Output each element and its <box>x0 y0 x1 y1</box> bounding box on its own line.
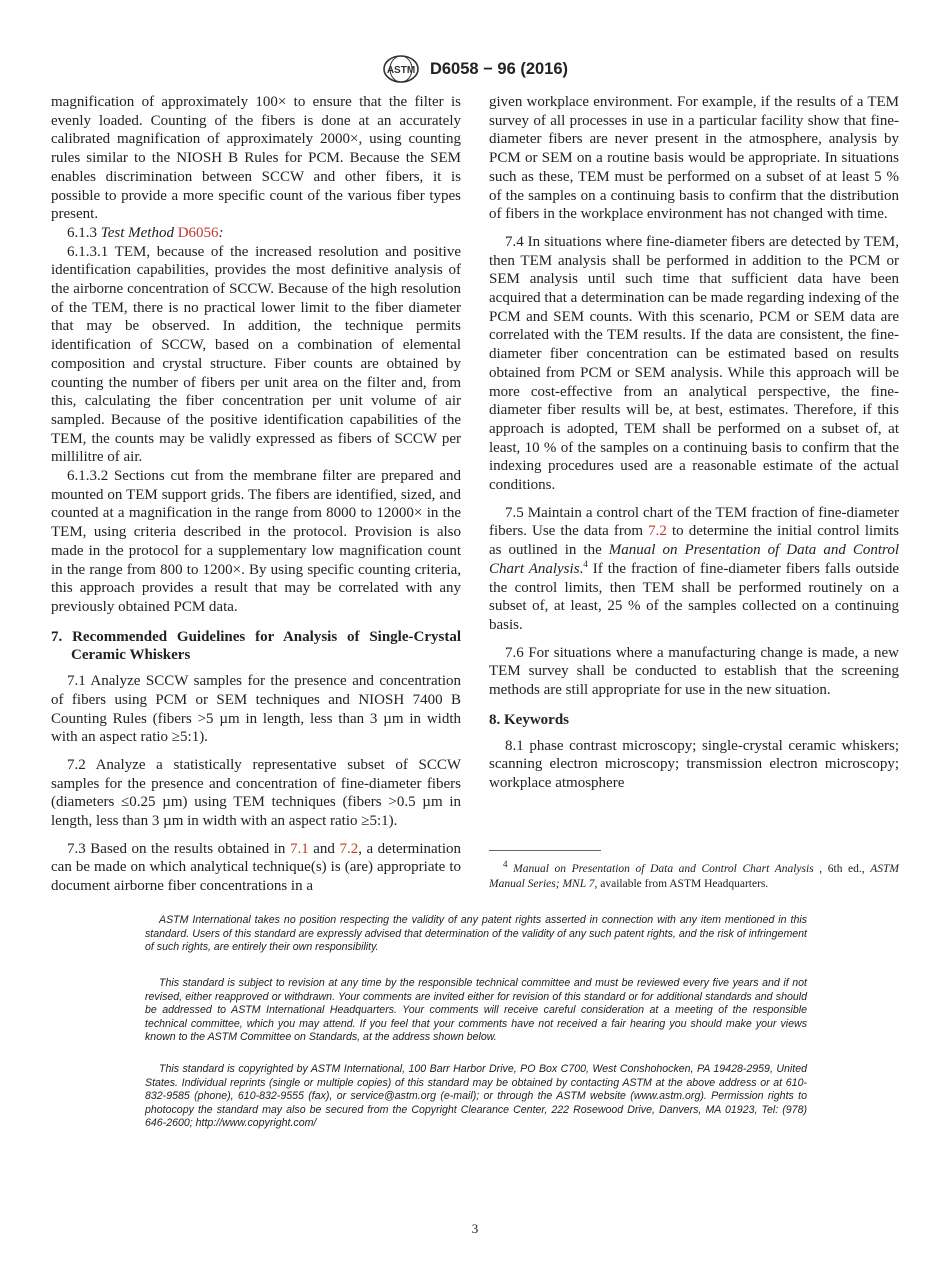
paragraph-6-1-3-2: 6.1.3.2 Sections cut from the membrane filter are prepared and mounted on TEM support grids. The fibers are identified, sized, and counted at a magnification in the range from 8000 to 12000× in the TEM, using criteria described in the protocol. Provision is also made in the protocol for a supplementary low magnification count in the range from 800 to 1200×. By using specific counting criteria, this approach provides a result that may be correlated with any previously obtained PCM data. <box>51 468 461 615</box>
paragraph-7-5: 7.5 Maintain a control chart of the TEM fraction of fine-diameter fibers. Use the data from 7.2 to determine the initial control limits as outlined in the Manual on Presentation of Data and Control Chart Analysis.$^4$ If the fraction of fine-diameter fibers falls outside the control limits, then TEM shall be performed routinely on a subset of, at least, 25 % of the samples collected on a continuing basis. <box>489 504 899 633</box>
footnote-rule <box>489 850 601 851</box>
paragraph-8-1: 8.1 phase contrast microscopy; single-crystal ceramic whiskers; scanning electron microscopy; transmission electron microscopy; workplace atmosphere <box>489 737 899 791</box>
section-8-heading: 8. Keywords <box>489 711 569 728</box>
revision-notice <box>145 977 807 1045</box>
svg-text:ASTM: ASTM <box>386 65 416 76</box>
paragraph-7-6: 7.6 For situations where a manufacturing change is made, a new TEM survey shall be conducted to establish that the screening methods are still appropriate for use in the new situation. <box>489 644 899 699</box>
copyright-notice <box>145 1063 807 1131</box>
link-7-2-b[interactable]: 7.2 <box>648 523 667 540</box>
document-code: D6058 − 96 (2016) <box>429 59 569 78</box>
footnote-ref-4: 4 <box>583 558 588 569</box>
link-d6056[interactable]: D6056 <box>177 224 219 241</box>
revision-notice-text: This standard is subject to revision at any time by the responsible technical committee and must be reviewed every five years and if not revised, either reapproved or withdrawn. Your comments are invited either for revision of this standard or for additional standards and should be addressed to ASTM International Headquarters. Your comments will receive careful consideration at a meeting of the responsible technical committee, which you may attend. If you feel that your comments have not received a fair hearing you should make your views known to the ASTM Committee on Standards, at the address shown below. <box>145 977 807 1044</box>
copyright-notice-text: This standard is copyrighted by ASTM International, 100 Barr Harbor Drive, PO Box C700, West Conshohocken, PA 19428-2959, United States. Individual reprints (single or multiple copies) of this standard may be obtained by contacting ASTM at the above address or at 610-832-9585 (phone), 610-832-9555 (fax), or service@astm.org (e-mail); or through the ASTM website (www.astm.org). Permission rights to photocopy the standard may also be secured from the Copyright Clearance Center, 222 Rosewood Drive, Danvers, MA 01923, Tel: (978) 646-2600; http://www.copyright.com/ <box>145 1063 807 1130</box>
left-column <box>51 93 461 896</box>
paragraph-6-1-3-1: 6.1.3.1 TEM, because of the increased resolution and positive identification capabilities, provides the most definitive analysis of the airborne concentration of SCCW. Because of the high resolution of the TEM, there is no practical lower limit to the fiber diameter that may be observed. In addition, the technique permits identification of SCCW, based on a combination of elemental composition and crystal structure. Fiber counts are obtained by counting the number of fibers per unit area on the filter and, from this, calculating the fiber concentration per unit volume of air sampled. Because of the positive identification capabilities of the TEM, the counts may be validly expressed as fibers of SCCW per millilitre of air. <box>51 243 461 466</box>
patent-notice <box>145 914 807 955</box>
paragraph-6-1-3: 6.1.3 Test Method D6056: <box>67 224 224 241</box>
page-header <box>0 54 950 84</box>
paragraph-7-1: 7.1 Analyze SCCW samples for the presence and concentration of fibers using PCM or SEM techniques and NIOSH 7400 B Counting Rules (fibers >5 µm in length, less than 3 µm in width with an aspect ratio ≥5:1). <box>51 673 461 746</box>
link-7-2[interactable]: 7.2 <box>339 840 359 857</box>
page-number: 3 <box>471 1221 479 1236</box>
footnote-4: $^4$ Manual on Presentation of Data and Control Chart Analysis , 6th ed., ASTM Manual Series; MNL 7, available from ASTM Headquarters. <box>489 859 899 890</box>
paragraph-7-2: 7.2 Analyze a statistically representative subset of SCCW samples for the presence and concentration of fine-diameter fibers (diameters ≤0.25 µm) using TEM techniques (fibers >0.5 µm in length, less than 3 µm in width with an aspect ratio ≥5:1). <box>51 756 461 830</box>
footnote <box>489 859 899 891</box>
section-7-heading: 7. Recommended Guidelines for Analysis of Single-Crystal Ceramic Whiskers <box>51 628 461 664</box>
paragraph-7-3-continued: given workplace environment. For example, if the results of a TEM survey of all processes in use in a particular facility show that fine-diameter fibers are never present in the atmosphere, analysis by PCM or SEM on a routine basis would be appropriate. In situations such as these, TEM must be performed on a subset of at least 5 % of the samples on a continuing basis to confirm that the distribution of fibers in the workplace environment has not changed with time. <box>489 94 899 223</box>
link-7-1[interactable]: 7.1 <box>289 840 309 857</box>
paragraph-7-4: 7.4 In situations where fine-diameter fibers are detected by TEM, then TEM analysis shall be performed in addition to the PCM or SEM analysis until such time that sufficient data have been acquired that a determination can be made regarding indexing of the PCM and SEM counts. With this scenario, PCM or SEM data are correlated with the TEM results. If the data are consistent, the fine-diameter fiber concentration can be estimated based on results obtained from PCM or SEM analysis. While this approach will be more cost-effective from an analytical perspective, the fine-diameter fiber results will be, at best, estimates. Therefore, if this approach is adopted, TEM shall be performed on a subset of, at least, 10 % of the samples on a continuing basis to confirm that the indexing procedures used are a reasonable estimate of the actual conditions. <box>489 233 899 494</box>
astm-logo-icon <box>382 54 420 84</box>
paragraph-7-3: 7.3 Based on the results obtained in 7.1 and 7.2, a determination can be made on which analytical technique(s) is (are) appropriate to document airborne fiber concentrations in a <box>51 840 461 895</box>
patent-notice-text: ASTM International takes no position respecting the validity of any patent rights asserted in connection with any item mentioned in this standard. Users of this standard are expressly advised that determination of the validity of any such patent rights, and the risk of infringement of such rights, are entirely their own responsibility. <box>145 914 807 954</box>
paragraph-6-1-2-continued: magnification of approximately 100× to ensure that the filter is evenly loaded. Counting of the fibers is done at an accurately calibrated magnification of approximately 2000×, using counting rules similar to the NIOSH B Rules for PCM. Because the SEM enables discrimination between SCCW and other fibers, it is possible to provide a more specific count of the various fiber types present. <box>51 94 461 223</box>
right-column <box>489 93 899 793</box>
